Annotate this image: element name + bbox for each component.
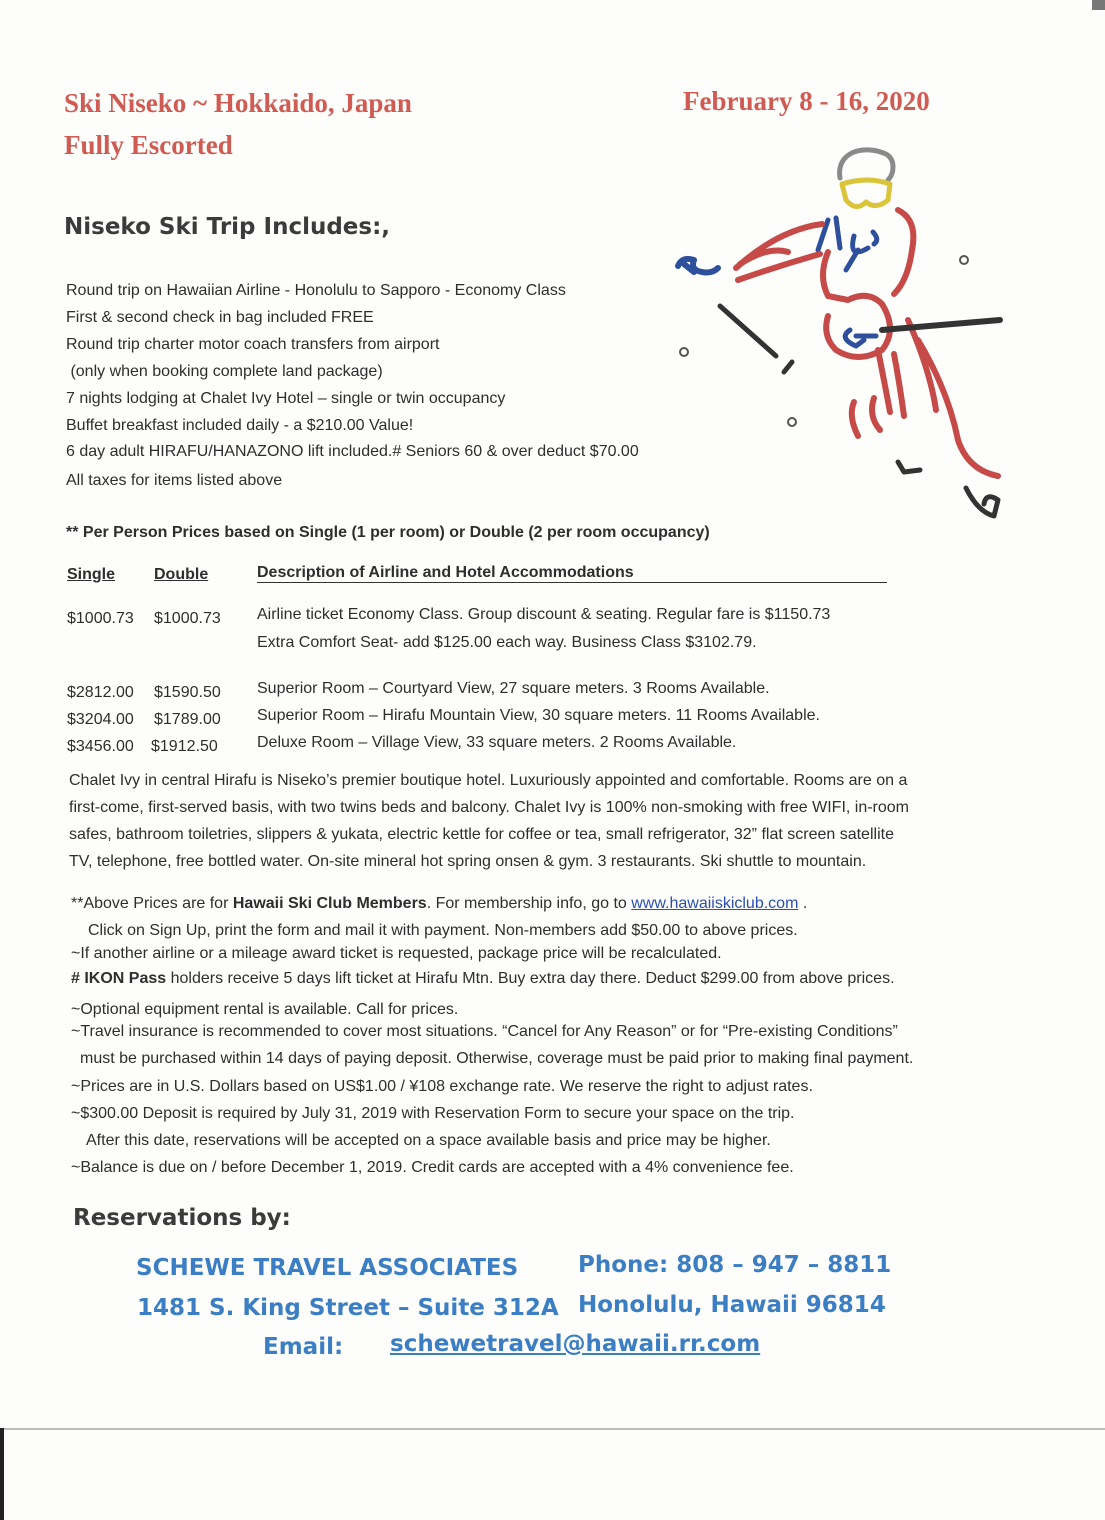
note-bold: Hawaii Ski Club Members <box>232 895 427 912</box>
hotel-description: Chalet Ivy in central Hirafu is Niseko’s premier boutique hotel. Luxuriously appointed and comfortable. Rooms are on a <box>69 772 908 789</box>
note-text: holders receive 5 days lift ticket at Hirafu Mtn. Buy extra day there. Deduct $299.00 from above prices. <box>166 970 895 987</box>
note-bold: # IKON Pass <box>71 970 167 987</box>
includes-item: All taxes for items listed above <box>66 472 283 489</box>
note-signup: Click on Sign Up, print the form and mail it with payment. Non-members add $50.00 to above prices. <box>88 922 798 939</box>
hotel-description: first-come, first-served basis, with two twins beds and balcony. Chalet Ivy is 100% non-smoking with free WIFI, in-room <box>69 799 910 816</box>
price-double: $1912.50 <box>151 738 218 755</box>
agency-address: 1481 S. King Street – Suite 312A <box>137 1295 559 1321</box>
includes-heading: Niseko Ski Trip Includes:, <box>64 214 391 240</box>
note-text: . <box>798 895 808 912</box>
note-text: **Above Prices are for <box>71 895 233 912</box>
price-single: $3456.00 <box>67 738 134 755</box>
agency-phone: Phone: 808 – 947 – 8811 <box>578 1252 892 1278</box>
note-ikon <box>71 970 895 988</box>
hotel-description: TV, telephone, free bottled water. On-site mineral hot spring onsen & gym. 3 restaurants. Ski shuttle to mountain. <box>69 853 867 870</box>
scan-edge-left <box>0 1428 4 1520</box>
page-title: Ski Niseko ~ Hokkaido, Japan <box>64 88 412 118</box>
agency-email-link[interactable]: schewetravel@hawaii.rr.com <box>390 1331 761 1357</box>
note-currency: ~Prices are in U.S. Dollars based on US$1.00 / ¥108 exchange rate. We reserve the right to adjust rates. <box>71 1078 813 1095</box>
price-desc: Airline ticket Economy Class. Group discount & seating. Regular fare is $1150.73 <box>257 606 831 623</box>
price-double: $1590.50 <box>154 684 221 701</box>
price-desc: Superior Room – Hirafu Mountain View, 30 square meters. 11 Rooms Available. <box>257 707 820 724</box>
price-double: $1000.73 <box>154 610 221 627</box>
note-equipment: ~Optional equipment rental is available. Call for prices. <box>71 1001 459 1018</box>
col-single-header: Single <box>67 566 116 583</box>
includes-item: 7 nights lodging at Chalet Ivy Hotel – single or twin occupancy <box>66 390 506 407</box>
note-insurance-cont: must be purchased within 14 days of paying deposit. Otherwise, coverage must be paid prior to making final payment. <box>80 1050 914 1067</box>
price-double: $1789.00 <box>154 711 221 728</box>
includes-item: 6 day adult HIRAFU/HANAZONO lift included.# Seniors 60 & over deduct $70.00 <box>66 443 639 460</box>
includes-item: (only when booking complete land package) <box>66 363 383 380</box>
agency-name: SCHEWE TRAVEL ASSOCIATES <box>136 1255 519 1281</box>
note-deposit: ~$300.00 Deposit is required by July 31, 2019 with Reservation Form to secure your space on the trip. <box>71 1105 795 1122</box>
email-label: Email: <box>263 1334 344 1360</box>
ski-club-link[interactable]: www.hawaiiskiclub.com <box>631 895 799 912</box>
price-desc: Superior Room – Courtyard View, 27 square meters. 3 Rooms Available. <box>257 680 770 697</box>
includes-item: Buffet breakfast included daily - a $210.00 Value! <box>66 417 414 434</box>
page-subtitle: Fully Escorted <box>64 130 233 160</box>
note-airline: ~If another airline or a mileage award ticket is requested, package price will be recalculated. <box>71 945 722 962</box>
page-bottom-edge <box>0 1428 1105 1430</box>
price-single: $3204.00 <box>67 711 134 728</box>
trip-dates: February 8 - 16, 2020 <box>683 86 930 116</box>
col-double-header: Double <box>154 566 209 583</box>
price-desc: Deluxe Room – Village View, 33 square meters. 2 Rooms Available. <box>257 734 737 751</box>
price-single: $2812.00 <box>67 684 134 701</box>
price-single: $1000.73 <box>67 610 134 627</box>
price-desc-extra: Extra Comfort Seat- add $125.00 each way. Business Class $3102.79. <box>257 634 757 651</box>
includes-item: Round trip on Hawaiian Airline - Honolulu to Sapporo - Economy Class <box>66 282 566 299</box>
pricing-note: ** Per Person Prices based on Single (1 per room) or Double (2 per room occupancy) <box>66 524 710 541</box>
note-insurance: ~Travel insurance is recommended to cover most situations. “Cancel for Any Reason” or for “Pre-existing Conditions” <box>71 1023 898 1040</box>
includes-item: First & second check in bag included FREE <box>66 309 374 326</box>
hotel-description: safes, bathroom toiletries, slippers & yukata, electric kettle for coffee or tea, small refrigerator, 32” flat screen satellite <box>69 826 894 843</box>
note-membership <box>71 895 807 913</box>
desc-header-rule <box>257 582 887 583</box>
reservations-heading: Reservations by: <box>73 1205 291 1231</box>
col-desc-header: Description of Airline and Hotel Accommodations <box>257 564 634 581</box>
note-balance: ~Balance is due on / before December 1, 2019. Credit cards are accepted with a 4% convenience fee. <box>71 1159 794 1176</box>
agency-city: Honolulu, Hawaii 96814 <box>578 1292 886 1318</box>
skier-illustration <box>668 140 1013 530</box>
includes-item: Round trip charter motor coach transfers from airport <box>66 336 440 353</box>
scan-edge-top <box>1092 0 1105 10</box>
note-deposit-cont: After this date, reservations will be accepted on a space available basis and price may be higher. <box>86 1132 771 1149</box>
note-text: . For membership info, go to <box>426 895 632 912</box>
